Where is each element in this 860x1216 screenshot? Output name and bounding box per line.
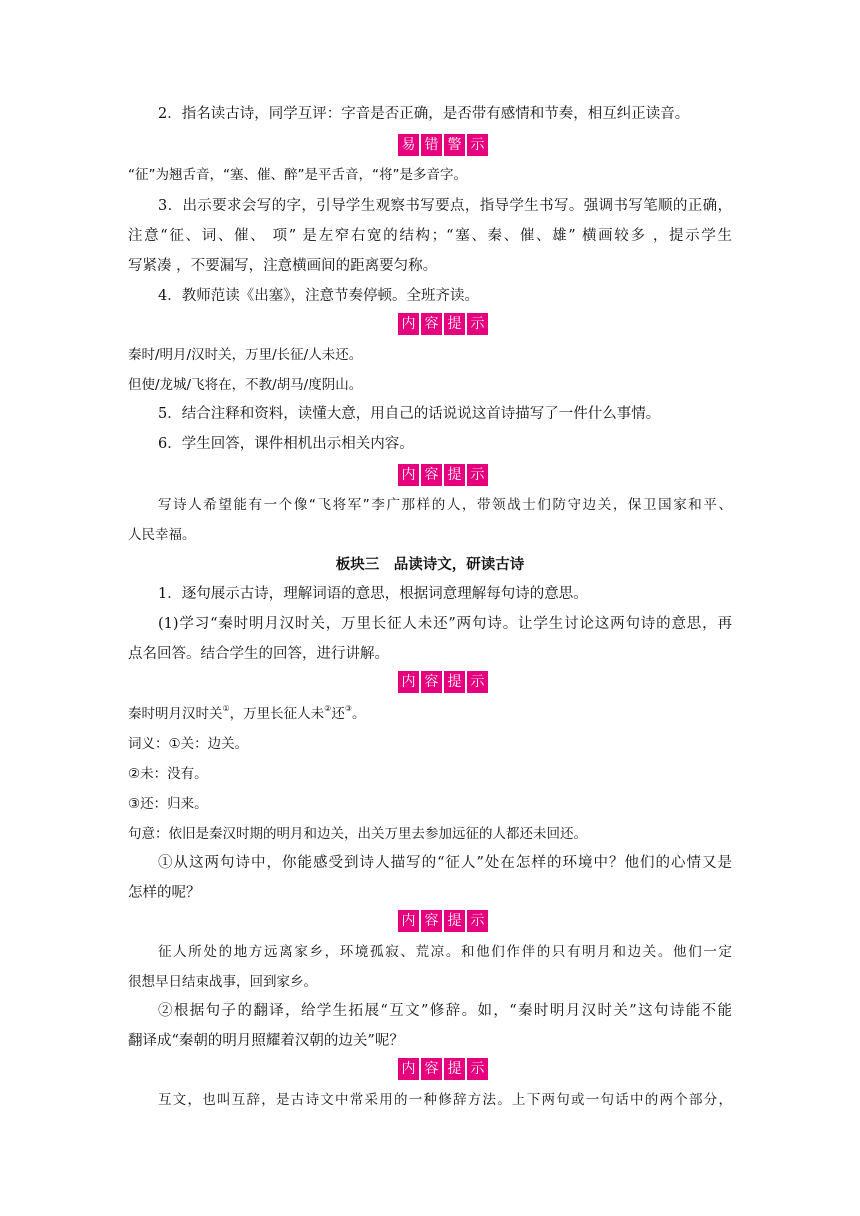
badge-char: 内 [398,910,419,932]
section-3-step-1a-line-1: (1)学习“秦时明月汉时关，万里长征人未还”两句诗。让学生讨论这两句诗的意思，再 [158,616,732,632]
badge-char: 容 [421,910,442,932]
step-4-text: 4．教师范读《出塞》，注意节奏停顿。全班齐读。 [158,288,479,304]
poem-text: ，万里长征人未 [229,706,325,722]
badge-char: 示 [467,1058,488,1080]
pronunciation-note: “征”为翘舌音，“塞、催、醉”是平舌音，“将”是多音字。 [128,167,467,183]
question-1-line-2: 怎样的呢？ [128,885,201,901]
badge-char: 示 [467,313,488,335]
content-tip-badge [398,464,488,486]
tip-2-line-2: 人民幸福。 [128,527,196,543]
content-tip-badge [398,1058,488,1080]
badge-char: 示 [467,910,488,932]
rhythm-line-1: 秦时/明月/汉时关，万里/长征/人未还。 [128,347,363,363]
badge-char: 内 [398,1058,419,1080]
badge-char: 易 [398,134,419,156]
badge-char: 提 [444,671,465,693]
question-1-line-1: ①从这两句诗中，你能感受到诗人描写的“征人”处在怎样的环境中？他们的心情又是 [158,855,732,871]
badge-char: 容 [421,464,442,486]
footnote-marker: ② [324,704,332,713]
badge-char: 容 [421,1058,442,1080]
badge-char: 容 [421,313,442,335]
content-tip-badge [398,313,488,335]
poem-text: 还 [331,706,345,722]
word-meaning-1: 词义：①关：边关。 [128,736,249,752]
tip-3-line-2: 很想早日结束战事，回到家乡。 [128,974,317,990]
step-3-line-2: 注意“征、词、催、 项” 是左窄右宽的结构；“塞、秦、催、雄” 横画较多 ，提示学生 [128,228,732,244]
step-3-line-3: 写紧凑 ，不要漏写，注意横画间的距离要匀称。 [128,258,438,274]
content-tip-badge [398,910,488,932]
badge-char: 提 [444,910,465,932]
content-tip-badge [398,671,488,693]
badge-char: 错 [421,134,442,156]
badge-char: 提 [444,1058,465,1080]
word-meaning-3: ③还：归来。 [128,796,208,812]
tip-4-line-1: 互文，也叫互辞，是古诗文中常采用的一种修辞方法。上下两句或一句话中的两个部分， [158,1092,732,1108]
footnote-marker: ① [222,704,230,713]
question-2-line-1: ②根据句子的翻译，给学生拓展“互文”修辞。如，“秦时明月汉时关”这句诗能不能 [158,1003,732,1019]
word-meaning-2: ②未：没有。 [128,766,208,782]
badge-char: 示 [467,464,488,486]
badge-char: 内 [398,464,419,486]
footnote-marker: ③ [344,704,353,713]
step-2-text: 2．指名读古诗，同学互评：字音是否正确，是否带有感情和节奏，相互纠正读音。 [158,106,690,122]
step-6-text: 6．学生回答，课件相机出示相关内容。 [158,436,414,452]
question-2-line-2: 翻译成“秦朝的明月照耀着汉朝的边关”呢？ [128,1033,404,1049]
step-5-text: 5．结合注释和资料，读懂大意，用自己的话说说这首诗描写了一件什么事情。 [158,406,661,422]
section-3-heading: 板块三 品读诗文，研读古诗 [335,556,525,573]
badge-char: 提 [444,464,465,486]
section-3-step-1a-line-2: 点名回答。结合学生的回答，进行讲解。 [128,646,389,662]
badge-char: 示 [467,671,488,693]
tip-2-line-1: 写诗人希望能有一个像“飞将军”李广那样的人，带领战士们防守边关，保卫国家和平、 [158,497,732,513]
poem-text: 秦时明月汉时关 [128,706,223,722]
section-3-step-1: 1．逐句展示古诗，理解词语的意思，根据词意理解每句诗的意思。 [158,586,588,602]
badge-char: 示 [467,134,488,156]
step-3-line-1: 3．出示要求会写的字，引导学生观察书写要点，指导学生书写。强调书写笔顺的正确， [158,198,732,214]
badge-char: 警 [444,134,465,156]
error-warning-badge [398,134,488,156]
poem-line-annotated [128,704,366,724]
badge-char: 容 [421,671,442,693]
sentence-meaning: 句意：依旧是秦汉时期的明月和边关，出关万里去参加远征的人都还未回还。 [128,826,587,842]
badge-char: 内 [398,671,419,693]
badge-char: 内 [398,313,419,335]
poem-text: 。 [352,706,366,722]
badge-char: 提 [444,313,465,335]
rhythm-line-2: 但使/龙城/飞将在，不教/胡马/度阴山。 [128,377,363,393]
tip-3-line-1: 征人所处的地方远离家乡，环境孤寂、荒凉。和他们作伴的只有明月和边关。他们一定 [158,944,732,960]
